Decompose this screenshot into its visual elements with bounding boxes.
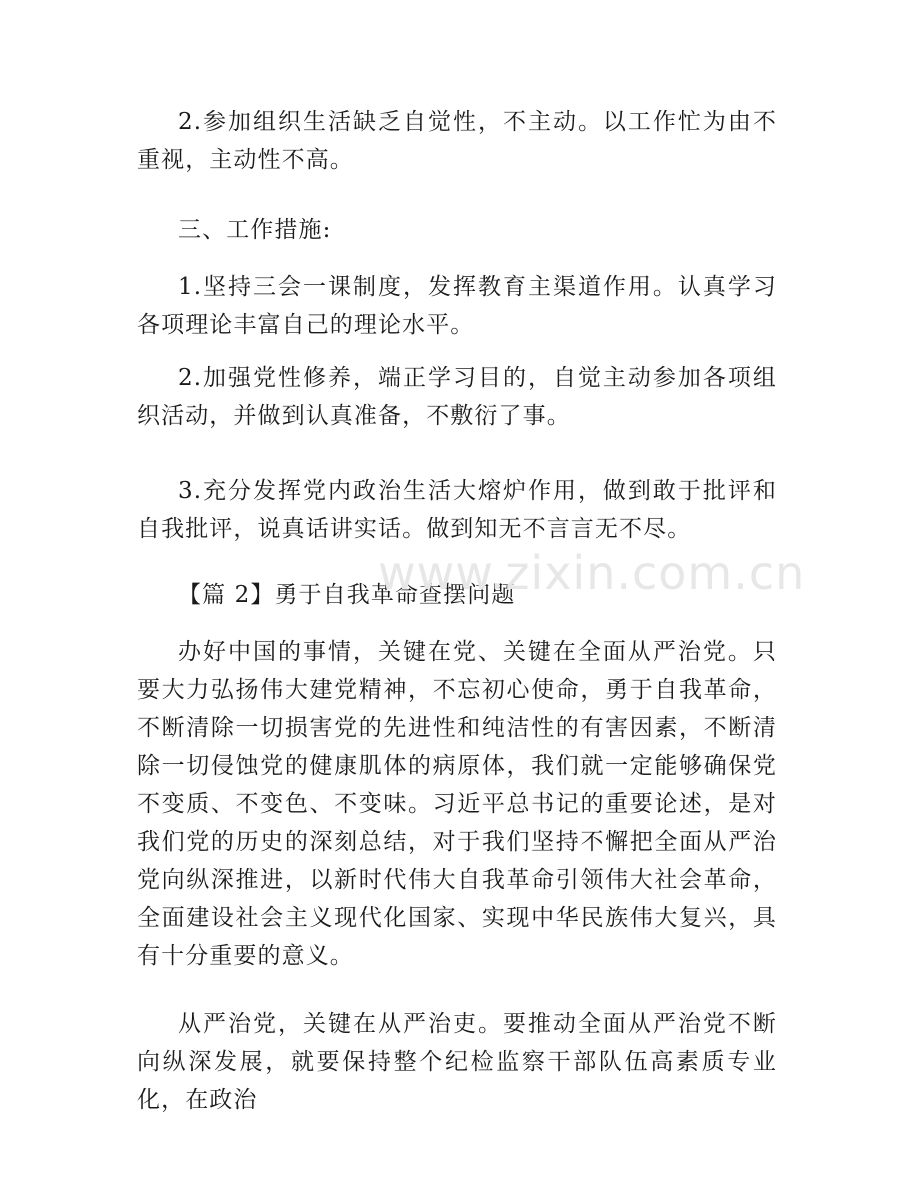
paragraph-1: 2.参加组织生活缺乏自觉性，不主动。以工作忙为由不重视，主动性不高。 (137, 109, 777, 173)
section-heading-3: 三、工作措施: (178, 217, 332, 243)
article-heading: 【篇 2】勇于自我革命查摆问题 (178, 582, 516, 608)
paragraph-measure-1: 1.坚持三会一课制度，发挥教育主渠道作用。认真学习各项理论丰富自己的理论水平。 (137, 274, 777, 338)
body-paragraph-1: 办好中国的事情，关键在党、关键在全面从严治党。只要大力弘扬伟大建党精神，不忘初心使命，勇于自我革命，不断清除一切损害党的先进性和纯洁性的有害因素，不断清除一切侵蚀党的健康肌体的病原体，我们就一定能够确保党不变质、不变色、不变味。习近平总书记的重要论述，是对我们党的历史的深刻总结，对于我们坚持不懈把全面从严治党向纵深推进，以新时代伟大自我革命引领伟大社会革命，全面建设社会主义现代化国家、实现中华民族伟大复兴，具有十分重要的意义。 (137, 639, 777, 969)
paragraph-measure-3: 3.充分发挥党内政治生活大熔炉作用，做到敢于批评和自我批评，说真话讲实话。做到知无不言言无不尽。 (137, 478, 777, 542)
watermark: www.zixin.com.cn (378, 546, 806, 600)
paragraph-measure-2: 2.加强党性修养，端正学习目的，自觉主动参加各项组织活动，并做到认真准备，不敷衍了事。 (137, 365, 777, 429)
body-paragraph-2: 从严治党，关键在从严治吏。要推动全面从严治党不断向纵深发展，就要保持整个纪检监察干部队伍高素质专业化，在政治 (137, 1011, 777, 1113)
